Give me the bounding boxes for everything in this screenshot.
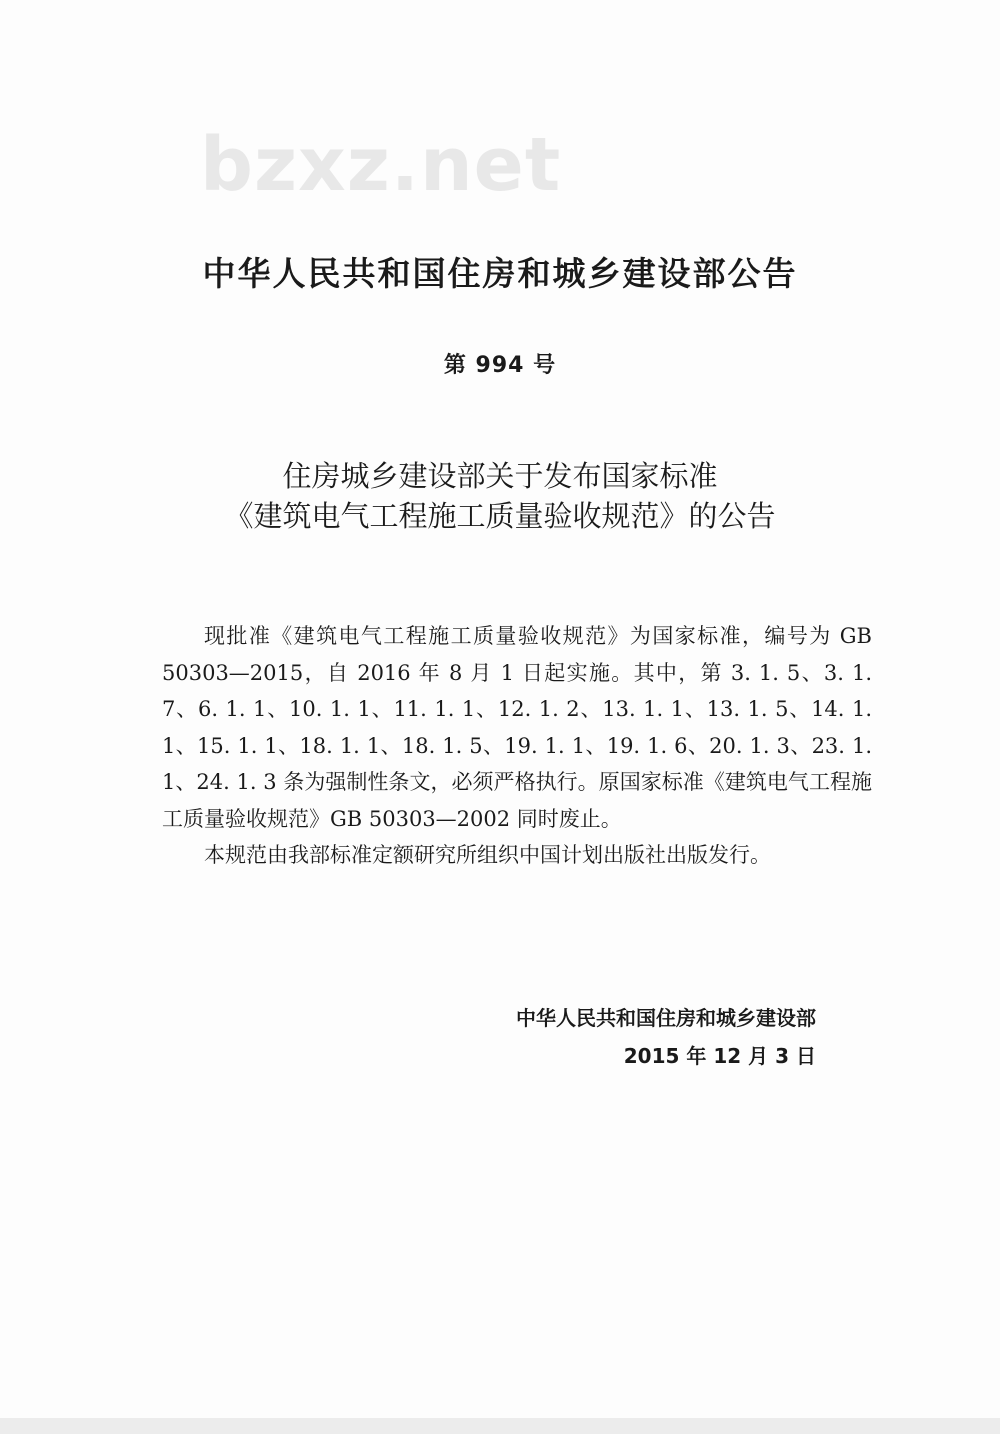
subject-line-1: 住房城乡建设部关于发布国家标准 <box>282 459 718 493</box>
announcement-body <box>162 618 872 874</box>
signature-organization: 中华人民共和国住房和城乡建设部 <box>516 1006 816 1030</box>
signature-date: 2015 年 12 月 3 日 <box>623 1044 816 1068</box>
page-bottom-edge <box>0 1418 1000 1434</box>
body-paragraph-2: 本规范由我部标准定额研究所组织中国计划出版社出版发行。 <box>204 843 771 867</box>
announcement-number: 第 994 号 <box>443 353 557 378</box>
subject-line-2: 《建筑电气工程施工质量验收规范》的公告 <box>224 499 776 533</box>
signature-block <box>516 1000 816 1074</box>
announcement-title: 中华人民共和国住房和城乡建设部公告 <box>202 254 798 293</box>
announcement-subject <box>0 456 1000 536</box>
watermark: bzxz.net <box>200 122 562 208</box>
body-paragraph-1: 现批准《建筑电气工程施工质量验收规范》为国家标准，编号为 GB 50303—2015，自 2016 年 8 月 1 日起实施。其中，第 3. 1. 5、3. 1. 7、6. 1. 1、10. 1. 1、11. 1. 1、12. 1. 2、13. 1. 1、13. 1. 5、14. 1. 1、15. 1. 1、18. 1. 1、18. 1. 5、19. 1. 1、19. 1. 6、20. 1. 3、23. 1. 1、24. 1. 3 条为强制性条文，必须严格执行。原国家标准《建筑电气工程施工质量验收规范》GB 50303—2002 同时废止。 <box>162 624 872 831</box>
